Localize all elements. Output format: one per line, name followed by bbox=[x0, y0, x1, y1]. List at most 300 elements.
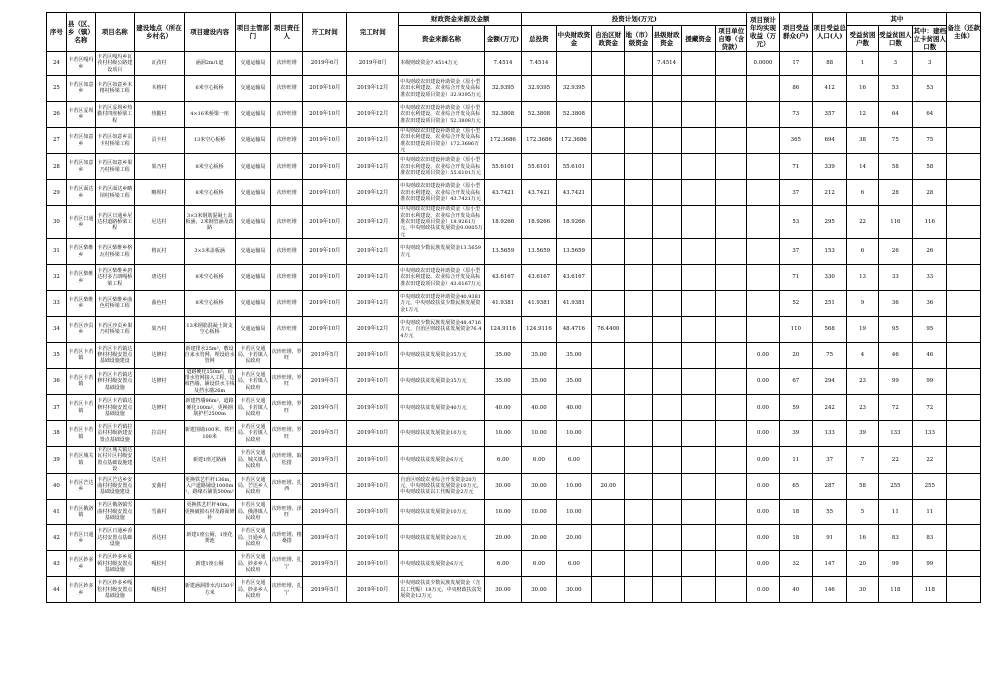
cell-ph: 14 bbox=[847, 154, 878, 180]
cell-self bbox=[716, 395, 747, 421]
cell-seq: 37 bbox=[47, 395, 67, 421]
cell-pp: 133 bbox=[812, 421, 846, 447]
cell-fund: 中央财政农田建设补助资金（原小型农田水利建设、农业综合开发及高标准农田建设项目资金）32.9395万元 bbox=[399, 76, 484, 102]
cell-income bbox=[747, 206, 779, 239]
cell-loc: 果乃村 bbox=[134, 154, 184, 180]
cell-countyf bbox=[652, 154, 681, 180]
cell-region bbox=[592, 447, 625, 474]
cell-total: 6.00 bbox=[522, 447, 556, 474]
cell-countyf bbox=[652, 180, 681, 206]
cell-fp: 64 bbox=[913, 101, 947, 127]
cell-central: 48.4716 bbox=[556, 316, 591, 342]
cell-content: 新建1座过路涵 bbox=[184, 447, 235, 474]
cell-fund: 中央财政扶贫发展资金10万元 bbox=[399, 421, 484, 447]
cell-county: 卡若区卡若镇 bbox=[66, 342, 95, 368]
cell-income bbox=[747, 239, 779, 265]
cell-self bbox=[716, 316, 747, 342]
cell-content: 更换铁艺栏杆136m，入户道路铺设1000m²，路缘石铺装500m² bbox=[184, 473, 235, 499]
cell-name: 卡若区柴维乡格瓦村桥梁工程 bbox=[95, 239, 134, 265]
cell-total: 124.9116 bbox=[522, 316, 556, 342]
cell-loc: 热勤村 bbox=[134, 101, 184, 127]
cell-seq: 30 bbox=[47, 206, 67, 239]
cell-start: 2019年5月 bbox=[303, 473, 347, 499]
cell-central bbox=[556, 52, 591, 76]
cell-rm bbox=[947, 421, 981, 447]
cell-seq: 41 bbox=[47, 499, 67, 525]
cell-self bbox=[716, 447, 747, 474]
cell-county: 卡若区卡若镇 bbox=[66, 368, 95, 395]
cell-pp: 88 bbox=[812, 52, 846, 76]
cell-content: 8米空心板桥 bbox=[184, 154, 235, 180]
cell-seq: 28 bbox=[47, 154, 67, 180]
cell-fund: 自治区财政农业综合开发资金20万元，中央财政扶贫发展资金10万元，中央财政扶贫以工代赈资金2万元 bbox=[399, 473, 484, 499]
cell-amount: 6.00 bbox=[484, 447, 522, 474]
cell-rm bbox=[947, 342, 981, 368]
cell-central: 18.9266 bbox=[556, 206, 591, 239]
cell-pr: 22 bbox=[878, 447, 912, 474]
cell-aid bbox=[681, 447, 715, 474]
cell-pp: 287 bbox=[812, 473, 846, 499]
cell-pp: 147 bbox=[812, 551, 846, 577]
cell-total: 40.00 bbox=[522, 395, 556, 421]
cell-city bbox=[625, 127, 652, 154]
cell-city bbox=[625, 577, 652, 603]
cell-ph: 16 bbox=[847, 76, 878, 102]
cell-total: 55.6101 bbox=[522, 154, 556, 180]
cell-person: 次珍旺堆 bbox=[271, 127, 303, 154]
cell-hh: 71 bbox=[779, 265, 812, 291]
cell-countyf bbox=[652, 577, 681, 603]
cell-region bbox=[592, 499, 625, 525]
header-benefit-people: 项目受益总人口(人) bbox=[812, 13, 846, 52]
cell-name: 卡若区妙多乡嘎松村村级安置点基础设施 bbox=[95, 577, 134, 603]
cell-content: 道路硬化150m²，给排水管网接入工程，边坡挡墙，铺设供水主线及挡水墙26m bbox=[184, 368, 235, 394]
cell-fp: 118 bbox=[913, 577, 947, 603]
cell-loc: 拉贡村 bbox=[134, 421, 184, 447]
cell-ph: 22 bbox=[847, 206, 878, 239]
table-row bbox=[47, 101, 981, 127]
cell-amount: 52.3808 bbox=[484, 101, 522, 127]
header-city: 地（市）级资金 bbox=[625, 26, 652, 52]
cell-pp: 37 bbox=[812, 447, 846, 474]
cell-start: 2019年5月 bbox=[303, 395, 347, 421]
cell-central: 172.3686 bbox=[556, 127, 591, 154]
cell-aid bbox=[681, 180, 715, 206]
cell-content: 新建1座公厕，1座化粪池 bbox=[184, 525, 235, 551]
cell-fund: 中央财政农田建设补助资金（原小型农田水利建设、农业综合开发及高标准农田建设项目资金）55.6101万元 bbox=[399, 154, 484, 180]
table-header bbox=[47, 13, 981, 52]
cell-loc: 果乃村 bbox=[134, 316, 184, 342]
cell-rm bbox=[947, 316, 981, 342]
cell-seq: 29 bbox=[47, 180, 67, 206]
cell-fund: 中央财政扶贫发展资金35万元 bbox=[399, 368, 484, 395]
cell-amount: 41.9381 bbox=[484, 291, 522, 317]
cell-total: 32.9395 bbox=[522, 76, 556, 102]
cell-pr: 83 bbox=[878, 525, 912, 551]
cell-end: 2019年12月 bbox=[347, 291, 399, 317]
cell-total: 30.00 bbox=[522, 577, 556, 603]
cell-countyf bbox=[652, 499, 681, 525]
header-poor-households: 受益贫困户数 bbox=[847, 26, 878, 52]
cell-county: 卡若区城关镇 bbox=[66, 447, 95, 474]
cell-end: 2019年12月 bbox=[347, 206, 399, 239]
cell-name: 卡若区芒达乡安曲村村级安置点基础设施建设 bbox=[95, 473, 134, 499]
cell-loc: 瓦孜村 bbox=[134, 52, 184, 76]
cell-amount: 35.00 bbox=[484, 368, 522, 395]
header-benefit-households: 项目受益群众(户) bbox=[779, 13, 812, 52]
cell-region bbox=[592, 239, 625, 265]
cell-fund: 中央财政农田建设补助资金（原小型农田水利建设、农业综合开发及高标准农田建设项目资金）18.9261万元，中央财政扶贫发展资金0.0005万元 bbox=[400, 206, 483, 238]
cell-amount: 10.00 bbox=[484, 421, 522, 447]
cell-fund: 中央财政农田建设补助资金（原小型农田水利建设、农业综合开发及高标准农田建设项目资金）52.3808万元 bbox=[399, 101, 484, 127]
cell-loc: 格瓦村 bbox=[134, 239, 184, 265]
cell-content: 4×16米桥梁一座 bbox=[184, 101, 235, 127]
header-project-name: 项目名称 bbox=[95, 13, 134, 52]
cell-start: 2019年5月 bbox=[303, 342, 347, 368]
cell-central: 6.00 bbox=[556, 447, 591, 474]
cell-ph: 6 bbox=[847, 239, 878, 265]
cell-name: 卡若区沙贡乡果乃村桥梁工程 bbox=[95, 316, 134, 342]
cell-name: 卡若区面达乡略坝村桥梁工程 bbox=[95, 180, 134, 206]
cell-county: 卡若区卡若镇 bbox=[66, 421, 95, 447]
cell-total: 10.00 bbox=[522, 421, 556, 447]
cell-ph: 23 bbox=[847, 395, 878, 421]
cell-central: 10.00 bbox=[556, 499, 591, 525]
cell-fund: 中央财政扶贫少数民族发展资金（含以工代赈）18万元，中央财政扶贫发展资金12万元 bbox=[399, 577, 484, 603]
cell-start: 2019年5月 bbox=[303, 368, 347, 395]
cell-hh: 52 bbox=[779, 291, 812, 317]
cell-ph: 39 bbox=[847, 421, 878, 447]
cell-region bbox=[592, 342, 625, 368]
cell-end: 2019年12月 bbox=[347, 265, 399, 291]
cell-pp: 251 bbox=[812, 291, 846, 317]
cell-person: 次珍旺堆、罗旺 bbox=[271, 368, 303, 395]
cell-countyf bbox=[652, 316, 681, 342]
cell-end: 2019年12月 bbox=[347, 127, 399, 154]
cell-name: 卡若区日通乡香达村安置点基础设施 bbox=[95, 525, 134, 551]
cell-total: 10.00 bbox=[522, 499, 556, 525]
cell-dept: 交通运输局 bbox=[235, 291, 270, 317]
cell-amount: 32.9395 bbox=[484, 76, 522, 102]
cell-income bbox=[747, 101, 779, 127]
cell-pr: 255 bbox=[878, 473, 912, 499]
cell-city bbox=[625, 368, 652, 395]
cell-dept: 交通运输局 bbox=[235, 52, 270, 76]
cell-content: 新建挡墙96m²，道路硬化100m²，更换钢筋护栏2500m bbox=[184, 395, 235, 421]
cell-amount: 13.5659 bbox=[484, 239, 522, 265]
cell-region bbox=[592, 525, 625, 551]
header-poor-people: 受益贫困人口数 bbox=[878, 26, 912, 52]
cell-county: 卡若区如意乡 bbox=[66, 127, 95, 154]
cell-pr: 72 bbox=[878, 395, 912, 421]
cell-hh: 71 bbox=[779, 154, 812, 180]
cell-fp: 28 bbox=[913, 180, 947, 206]
table-row bbox=[47, 421, 981, 447]
cell-loc: 安曲村 bbox=[134, 473, 184, 499]
cell-total: 41.9381 bbox=[522, 291, 556, 317]
cell-start: 2019年10月 bbox=[303, 206, 347, 239]
header-aid: 援藏资金 bbox=[681, 26, 715, 52]
cell-rm bbox=[947, 76, 981, 102]
header-dept: 项目主管部门 bbox=[235, 13, 270, 52]
cell-name: 卡若区柴维乡曲色村桥梁工程 bbox=[95, 291, 134, 317]
header-seq: 序号 bbox=[47, 13, 67, 52]
cell-region bbox=[592, 180, 625, 206]
cell-dept: 交通运输局 bbox=[235, 101, 270, 127]
cell-region bbox=[592, 127, 625, 154]
cell-aid bbox=[681, 127, 715, 154]
cell-county: 卡若区面达乡 bbox=[66, 180, 95, 206]
cell-start: 2019年10月 bbox=[303, 239, 347, 265]
cell-aid bbox=[681, 395, 715, 421]
cell-dept: 交通运输局 bbox=[235, 76, 270, 102]
cell-person: 次珍旺堆 bbox=[271, 154, 303, 180]
cell-hh: 11 bbox=[779, 447, 812, 474]
cell-end: 2019年12月 bbox=[347, 76, 399, 102]
cell-dept: 交通运输局 bbox=[235, 154, 270, 180]
cell-start: 2019年10月 bbox=[303, 154, 347, 180]
cell-dept: 卡若区交通局、卡若镇人民政府 bbox=[235, 395, 270, 421]
cell-start: 2019年5月 bbox=[303, 525, 347, 551]
cell-person: 次珍旺堆 bbox=[271, 316, 303, 342]
cell-hh: 18 bbox=[779, 499, 812, 525]
cell-ph: 12 bbox=[847, 101, 878, 127]
table-row bbox=[47, 499, 981, 525]
cell-pr: 95 bbox=[878, 316, 912, 342]
cell-aid bbox=[681, 239, 715, 265]
cell-fp: 133 bbox=[913, 421, 947, 447]
cell-county: 卡若区芒达乡 bbox=[66, 473, 95, 499]
cell-hh: 53 bbox=[779, 206, 812, 239]
cell-loc: 嘎松村 bbox=[134, 551, 184, 577]
cell-countyf bbox=[652, 368, 681, 395]
cell-region bbox=[592, 291, 625, 317]
cell-region: 76.4400 bbox=[592, 316, 625, 342]
cell-name: 卡若区卡若镇达修村村级安置点基础设施 bbox=[95, 368, 134, 395]
cell-seq: 26 bbox=[47, 101, 67, 127]
cell-loc: 尼达村 bbox=[134, 206, 184, 239]
header-filed-people: 其中：建档立卡贫困人口数 bbox=[913, 26, 946, 51]
cell-self bbox=[716, 239, 747, 265]
cell-aid bbox=[681, 316, 715, 342]
cell-seq: 36 bbox=[47, 368, 67, 395]
cell-self bbox=[716, 551, 747, 577]
cell-rm bbox=[947, 368, 981, 395]
cell-loc: 达修村 bbox=[134, 395, 184, 421]
cell-central: 20.00 bbox=[556, 525, 591, 551]
cell-county: 卡若区柴维乡 bbox=[66, 265, 95, 291]
cell-rm bbox=[947, 127, 981, 154]
cell-amount: 124.9116 bbox=[484, 316, 522, 342]
cell-central: 41.9381 bbox=[556, 291, 591, 317]
cell-fund: 中央财政少数民族发展资金48.4716万元，自治区财政扶贫发展资金76.44万元 bbox=[399, 316, 484, 342]
header-fund-name: 资金来源名称 bbox=[399, 26, 484, 52]
cell-content: 3×3米盖板涵 bbox=[184, 239, 235, 265]
cell-dept: 交通运输局 bbox=[235, 239, 270, 265]
cell-pp: 568 bbox=[812, 316, 846, 342]
cell-city bbox=[625, 473, 652, 499]
cell-region bbox=[592, 577, 625, 603]
cell-end: 2019年12月 bbox=[347, 316, 399, 342]
cell-person: 次珍旺堆、扎宁 bbox=[271, 577, 303, 603]
cell-income: 0.00 bbox=[747, 368, 779, 395]
cell-end: 2019年8月 bbox=[347, 52, 399, 76]
cell-person: 次珍旺堆 bbox=[271, 101, 303, 127]
cell-central: 30.00 bbox=[556, 577, 591, 603]
cell-fund: 中央财政扶贫发展资金40万元 bbox=[399, 395, 484, 421]
table-row bbox=[47, 577, 981, 603]
cell-pp: 91 bbox=[812, 525, 846, 551]
cell-rm bbox=[947, 551, 981, 577]
cell-countyf bbox=[652, 525, 681, 551]
cell-ph: 23 bbox=[847, 368, 878, 395]
cell-rm bbox=[947, 180, 981, 206]
cell-total: 52.3808 bbox=[522, 101, 556, 127]
cell-name: 卡若区妥坝乡热勤村四座桥梁工程 bbox=[95, 101, 134, 127]
cell-loc: 唐达村 bbox=[134, 265, 184, 291]
cell-city bbox=[625, 395, 652, 421]
cell-central: 55.6101 bbox=[556, 154, 591, 180]
cell-income: 0.00 bbox=[747, 499, 779, 525]
header-person: 项目责任人 bbox=[271, 13, 303, 52]
cell-person: 次珍旺堆、罗旺 bbox=[271, 395, 303, 421]
cell-fp: 53 bbox=[913, 76, 947, 102]
cell-self bbox=[716, 127, 747, 154]
header-location: 建设地点（所在乡村名） bbox=[134, 13, 184, 52]
cell-start: 2019年10月 bbox=[303, 76, 347, 102]
table-row bbox=[47, 239, 981, 265]
cell-seq: 44 bbox=[47, 577, 67, 603]
cell-amount: 7.4514 bbox=[484, 52, 522, 76]
cell-dept: 卡若区交通局、城关镇人民政府 bbox=[235, 447, 270, 474]
cell-region bbox=[592, 206, 625, 239]
cell-countyf: 7.4514 bbox=[652, 52, 681, 76]
cell-total: 6.00 bbox=[522, 551, 556, 577]
cell-content: 更换铁艺栏杆40m，更换破损石材及路面修补 bbox=[184, 499, 235, 525]
cell-aid bbox=[681, 52, 715, 76]
cell-fp: 83 bbox=[913, 525, 947, 551]
cell-central: 10.00 bbox=[556, 473, 591, 499]
cell-dept: 卡若区交通局、卡若镇人民政府 bbox=[235, 421, 270, 447]
cell-income bbox=[747, 316, 779, 342]
cell-hh: 86 bbox=[779, 76, 812, 102]
cell-self bbox=[716, 499, 747, 525]
cell-start: 2019年10月 bbox=[303, 316, 347, 342]
cell-amount: 30.00 bbox=[484, 577, 522, 603]
header-fund-group: 财政资金来源及金额 bbox=[399, 13, 522, 26]
cell-loc: 木格村 bbox=[134, 76, 184, 102]
cell-pp: 357 bbox=[812, 101, 846, 127]
header-central: 中央财政资金 bbox=[556, 26, 591, 52]
header-income: 项目预计年均实现收益（万元） bbox=[747, 13, 779, 52]
cell-dept: 卡若区交通局、妙多乡人民政府 bbox=[235, 551, 270, 577]
cell-income: 0.00 bbox=[747, 421, 779, 447]
cell-fund: 中央财政农田建设补助资金（原小型农田水利建设、农业综合开发及高标准农田建设项目资金）43.6167万元 bbox=[399, 265, 484, 291]
cell-rm bbox=[947, 577, 981, 603]
cell-content: 涵洞2m/1道 bbox=[184, 52, 235, 76]
cell-pr: 11 bbox=[878, 499, 912, 525]
cell-fp: 26 bbox=[913, 239, 947, 265]
cell-aid bbox=[681, 473, 715, 499]
cell-fund: 中央财政扶贫发展资金20万元 bbox=[399, 525, 484, 551]
cell-self bbox=[716, 76, 747, 102]
cell-total: 18.9266 bbox=[522, 206, 556, 239]
cell-county: 卡若区妙多乡 bbox=[66, 577, 95, 603]
cell-income: 0.00 bbox=[747, 447, 779, 474]
cell-aid bbox=[681, 342, 715, 368]
table-row bbox=[47, 316, 981, 342]
cell-total: 20.00 bbox=[522, 525, 556, 551]
cell-pp: 295 bbox=[812, 206, 846, 239]
cell-hh: 18 bbox=[779, 525, 812, 551]
cell-county: 卡若区如意乡 bbox=[66, 76, 95, 102]
cell-countyf bbox=[652, 342, 681, 368]
cell-hh: 67 bbox=[779, 368, 812, 395]
cell-ph: 7 bbox=[847, 447, 878, 474]
cell-ph: 6 bbox=[847, 180, 878, 206]
cell-start: 2019年5月 bbox=[303, 499, 347, 525]
cell-end: 2019年10月 bbox=[347, 473, 399, 499]
cell-seq: 38 bbox=[47, 421, 67, 447]
cell-ph: 38 bbox=[847, 127, 878, 154]
cell-pr: 116 bbox=[878, 206, 912, 239]
cell-region bbox=[592, 265, 625, 291]
cell-fp: 46 bbox=[913, 342, 947, 368]
cell-aid bbox=[681, 421, 715, 447]
cell-city bbox=[625, 316, 652, 342]
cell-person: 次珍旺堆、罗旺 bbox=[271, 342, 303, 368]
cell-hh: 17 bbox=[779, 52, 812, 76]
cell-end: 2019年10月 bbox=[347, 368, 399, 395]
cell-total: 30.00 bbox=[522, 473, 556, 499]
cell-rm bbox=[947, 473, 981, 499]
cell-seq: 25 bbox=[47, 76, 67, 102]
cell-amount: 43.7421 bbox=[484, 180, 522, 206]
cell-amount: 172.3686 bbox=[484, 127, 522, 154]
cell-self bbox=[716, 368, 747, 395]
cell-pr: 58 bbox=[878, 154, 912, 180]
cell-end: 2019年12月 bbox=[347, 180, 399, 206]
cell-income bbox=[747, 127, 779, 154]
cell-city bbox=[625, 342, 652, 368]
cell-seq: 33 bbox=[47, 291, 67, 317]
cell-fund: 中央财政扶贫发展资金35万元 bbox=[399, 342, 484, 368]
cell-pr: 3 bbox=[878, 52, 912, 76]
cell-loc: 达瓦村 bbox=[134, 447, 184, 474]
cell-county: 卡若区柴维乡 bbox=[66, 291, 95, 317]
cell-end: 2019年12月 bbox=[347, 154, 399, 180]
cell-start: 2019年10月 bbox=[303, 101, 347, 127]
cell-start: 2019年5月 bbox=[303, 421, 347, 447]
cell-total: 43.6167 bbox=[522, 265, 556, 291]
cell-self bbox=[716, 291, 747, 317]
cell-central: 6.00 bbox=[556, 551, 591, 577]
cell-pr: 99 bbox=[878, 368, 912, 395]
cell-person: 次珍旺堆 bbox=[271, 291, 303, 317]
cell-seq: 34 bbox=[47, 316, 67, 342]
cell-person: 次珍旺堆 bbox=[271, 239, 303, 265]
cell-pp: 294 bbox=[812, 368, 846, 395]
cell-income: 0.00 bbox=[747, 342, 779, 368]
cell-income: 0.00 bbox=[747, 525, 779, 551]
cell-amount: 40.00 bbox=[484, 395, 522, 421]
cell-amount: 6.00 bbox=[484, 551, 522, 577]
cell-total: 43.7421 bbox=[522, 180, 556, 206]
cell-total: 172.3686 bbox=[522, 127, 556, 154]
cell-income: 0.00 bbox=[747, 577, 779, 603]
cell-region bbox=[592, 421, 625, 447]
table-row bbox=[47, 76, 981, 102]
